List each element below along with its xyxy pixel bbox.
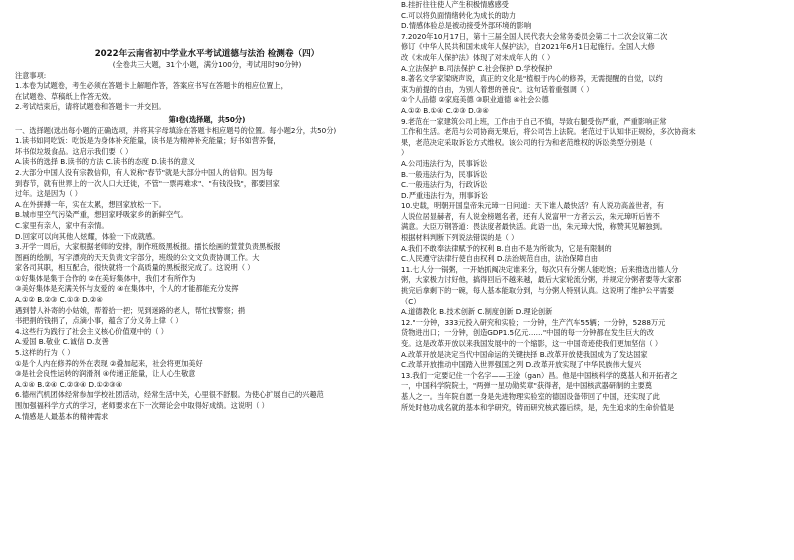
text-line: A.在外拼搏一年，实在太累，想回家放松一下。 [15,199,166,209]
text-line: 5.这样的行为（ ） [15,348,75,358]
text-line: A.公司违法行为，民事诉讼 [401,158,488,168]
text-line: 坏书似垃圾食品。这启示我们要（ ） [15,146,133,156]
text-line: A.①④ B.②④ C.②③④ D.①②③④ [15,379,123,389]
right-column [401,0,785,560]
text-line: 货物进出口；一分钟，创造GDP1.5亿元……"中国的每一分钟都在发生巨大的改 [401,328,654,338]
text-line: 13.我们一定要记住一个名字——王淦（gan）昌。他是中国核科学的奠基人和开拓者之 [401,370,678,380]
text-line: 家各司其职，相互配合，很快就将一个高质量的黑板报完成了。这说明（ ） [15,263,255,273]
text-line: A.①② B.①④ C.②③ D.③④ [401,105,489,115]
text-line: 基人之一。当年院自愿一身是先进物理实验室的德国设备带回了中国，还实现了此 [401,391,660,401]
text-line: A.改革开放是决定当代中国命运的关键抉择 B.改革开放使我国成为了发达国家 [401,349,648,359]
left-column [15,0,399,560]
section-title: 第Ⅰ卷(选择题，共50分) [168,114,246,124]
text-line: ③是社会良性运转的润滑剂 ④传递正能量，让人心生敬意 [15,369,196,379]
text-line: A.道德教化 B.技术创新 C.制度创新 D.理论创新 [401,307,553,317]
text-line: A.我们不敢奉法律赋予的权利 B.自由不是为所欲为，它是有限制的 [401,243,612,253]
text-line: 根据材料判断下列说法错误的是（ ） [401,233,519,243]
text-line: 4.这些行为践行了社会主义核心价值观中的（ ） [15,326,168,336]
text-line: ①好集体是集于合作的 ②在美好集体中，我们才有所作为 [15,273,196,283]
text-line: 到春节，就有世界上的一次人口大迁徙，不管"一票再难求"、"有钱没钱"，都要回家 [15,178,280,188]
note-line: 2.考试结束后，请将试题卷和答题卡一并交回。 [15,102,166,112]
text-line: A.立法保护 B.司法保护 C.社会保护 D.学校保护 [401,63,553,73]
text-line: 6.德州汽机团体经常参加学校社团活动，经常生活中关，心里很不舒服。为使心扩展自己的兴趣范 [15,390,324,400]
text-line: 1.读书如同吃饭：吃饭是为身体补充能量，读书是为精神补充能量；好书如营养餐， [15,136,281,146]
text-line: C.可以将负面情绪转化为成长的助力 [401,10,517,20]
text-line: 7.2020年10月17日，第十三届全国人民代表大会常务委员会第二十二次会议第二次 [401,31,668,41]
exam-subtitle: (全卷共三大题，31个小题，满分100分，考试用时90分钟) [112,60,302,69]
text-line: 图画的绘制，写字漂亮的天天负责文字部分，班级的公文文负责协调工作。大 [15,252,260,262]
text-line: 2.大部分中国人没有宗教信仰，有人说称"春节"就是大部分中国人的信仰。因为每 [15,167,273,177]
text-line: A.读书的选择 B.读书的方法 C.读书的态度 D.读书的意义 [15,157,196,167]
text-line: 书把捐的钱捐了，点滴小事，蕴含了分义务上律（ ） [15,316,183,326]
left-question-text [15,136,399,422]
text-line: 遇到替人补寄的小姑娘，帮着拾一把；见到迷路的老人，帮忙找警察；捐 [15,305,246,315]
text-line: ①个人品德 ②家庭美德 ③职业道德 ④社会公德 [401,95,549,105]
text-line: 3.开学一周后，大家根据老师的安排，制作班级黑板报。擂长绘画的萱萱负责黑板报 [15,242,281,252]
text-line: 10.史载，明朝开国皇帝朱元璋一日问道：天下谁人最快活？有人说功高盖世者，有 [401,201,664,211]
text-line: C.一般违法行为，行政诉讼 [401,180,488,190]
text-line: ③美好集体是充满关怀与友爱的 ④在集体中，个人的才能都能充分发挥 [15,284,239,294]
text-line: A.爱国 B.敬业 C.诚信 D.友善 [15,337,109,347]
section-intro: 一、选择题(选出每小题的正确选项，并将其字母填涂在答题卡相应题号的位置。每小题2分，共50分) [15,125,337,135]
text-line: 变。这是改革开放以来我国发展中的一个缩影，这一中国奇迹使我们更加坚信（ ） [401,339,663,348]
text-line: 束为前提的自由，为别人着想的善良"。这句话着重强调（ ） [401,84,594,94]
text-line: 8.著名文学家梁晓声说，真正的文化是"植根于内心的修养，无需提醒的自觉，以约 [401,74,663,84]
text-line: B.一般违法行为，民事诉讼 [401,169,488,179]
text-line: 修订《中华人民共和国未成年人保护法》，自2021年6月1日起施行。全国人大修 [401,42,655,52]
text-line: 所处时他功成名就的基本和学研究，铸而研究核武器后续，是，先生追求的生命价值是 [401,402,675,412]
text-line: D.回家可以向其他人炫耀，体验一下成就感。 [15,231,160,241]
text-line: D.严重违法行为，刑事诉讼 [401,190,488,200]
text-line: 挑完后拿剩下的一碗，每人基本能取分到，与分粥人特别认真。这说明了维护公平需要 [401,286,675,296]
text-line: 工作和生活。老范与公司协商无果后，将公司告上法院。老范过于认知非正规纷，多次协商未 [401,127,696,137]
note-line: 1.本卷为试题卷，考生必须在答题卡上解题作答，答案应书写在答题卡的相应位置上， [15,81,288,91]
text-line: 9.老范在一家建筑公司上班，工作由于自己不慎，导致右腿受伤严重，严重影响正常 [401,116,667,126]
text-line: A.情感是人最基本的精神需求 [15,411,109,421]
text-line: D.情感体验总是被动接受外部环境的影响 [401,21,532,31]
right-question-text [401,0,785,413]
notes-heading: 注意事项: [15,70,47,80]
note-line: 在试题卷、草稿纸上作答无效。 [15,91,116,101]
text-line: B.城市里空气污染严重，想回家呼吸家乡的新鲜空气。 [15,210,188,220]
text-line: A.①② B.②③ C.①③ D.②④ [15,295,103,305]
text-line: 过年。这是因为（ ） [15,189,82,199]
text-line: 一，中国科学院院士，"两弹一星功勋奖章"获得者，是中国核武器研制的主要奠 [401,381,652,391]
text-line: C.人民遵守法律行使自由权利 D.法治规范自由，法治保障自由 [401,254,599,264]
text-line: 12."一分钟，333元投入研究和实验；一分钟，生产汽车55辆；一分钟，5288万元 [401,317,666,327]
text-line: B.挂折往往使人产生积极情感感受 [401,0,509,9]
text-line: C.改革开放推动中国踏入世界强国之列 D.改革开放实现了中华民族伟大复兴 [401,360,642,370]
exam-title: 2022年云南省初中学业水平考试道德与法治 检测卷（四） [94,49,320,59]
text-line: ） [401,148,409,158]
text-line: 围加强福科学方式的学习，老师要求在下一次辩论会中取得好成绩。这说明（ ） [15,401,269,410]
text-line: C.家里有亲人，家中有亲情。 [15,220,109,230]
text-line: 果，老范决定采取诉讼方式维权。该公司的行为和老范维权的诉讼类型分别是（ [401,137,653,147]
text-line: ①是个人内在修养的外在表现 ②叠加起来，社会将更加美好 [15,358,203,368]
text-line: （C） [401,296,421,306]
text-line: 粥，大家极力讨好他，搞得回后不越来越，最后大家轮流分粥，并规定分粥者要等大家都 [401,275,682,285]
text-line: 人说位居显赫者，有人说金榜题名者，还有人说富甲一方者云云，朱元璋听后皆不 [401,211,660,221]
text-line: 11.七人分一锅粥，一开始抓阄决定谁来分，每次只有分粥人能吃饱；后来推选出德人分 [401,264,679,274]
text-line: 满意。大臣万钢答道：畏法度者最快活。此语一出，朱元璋大悦，称赞其见解独到。 [401,222,667,232]
text-line: 改《未成年人保护法》体现了对未成年人的（ ） [401,52,555,62]
